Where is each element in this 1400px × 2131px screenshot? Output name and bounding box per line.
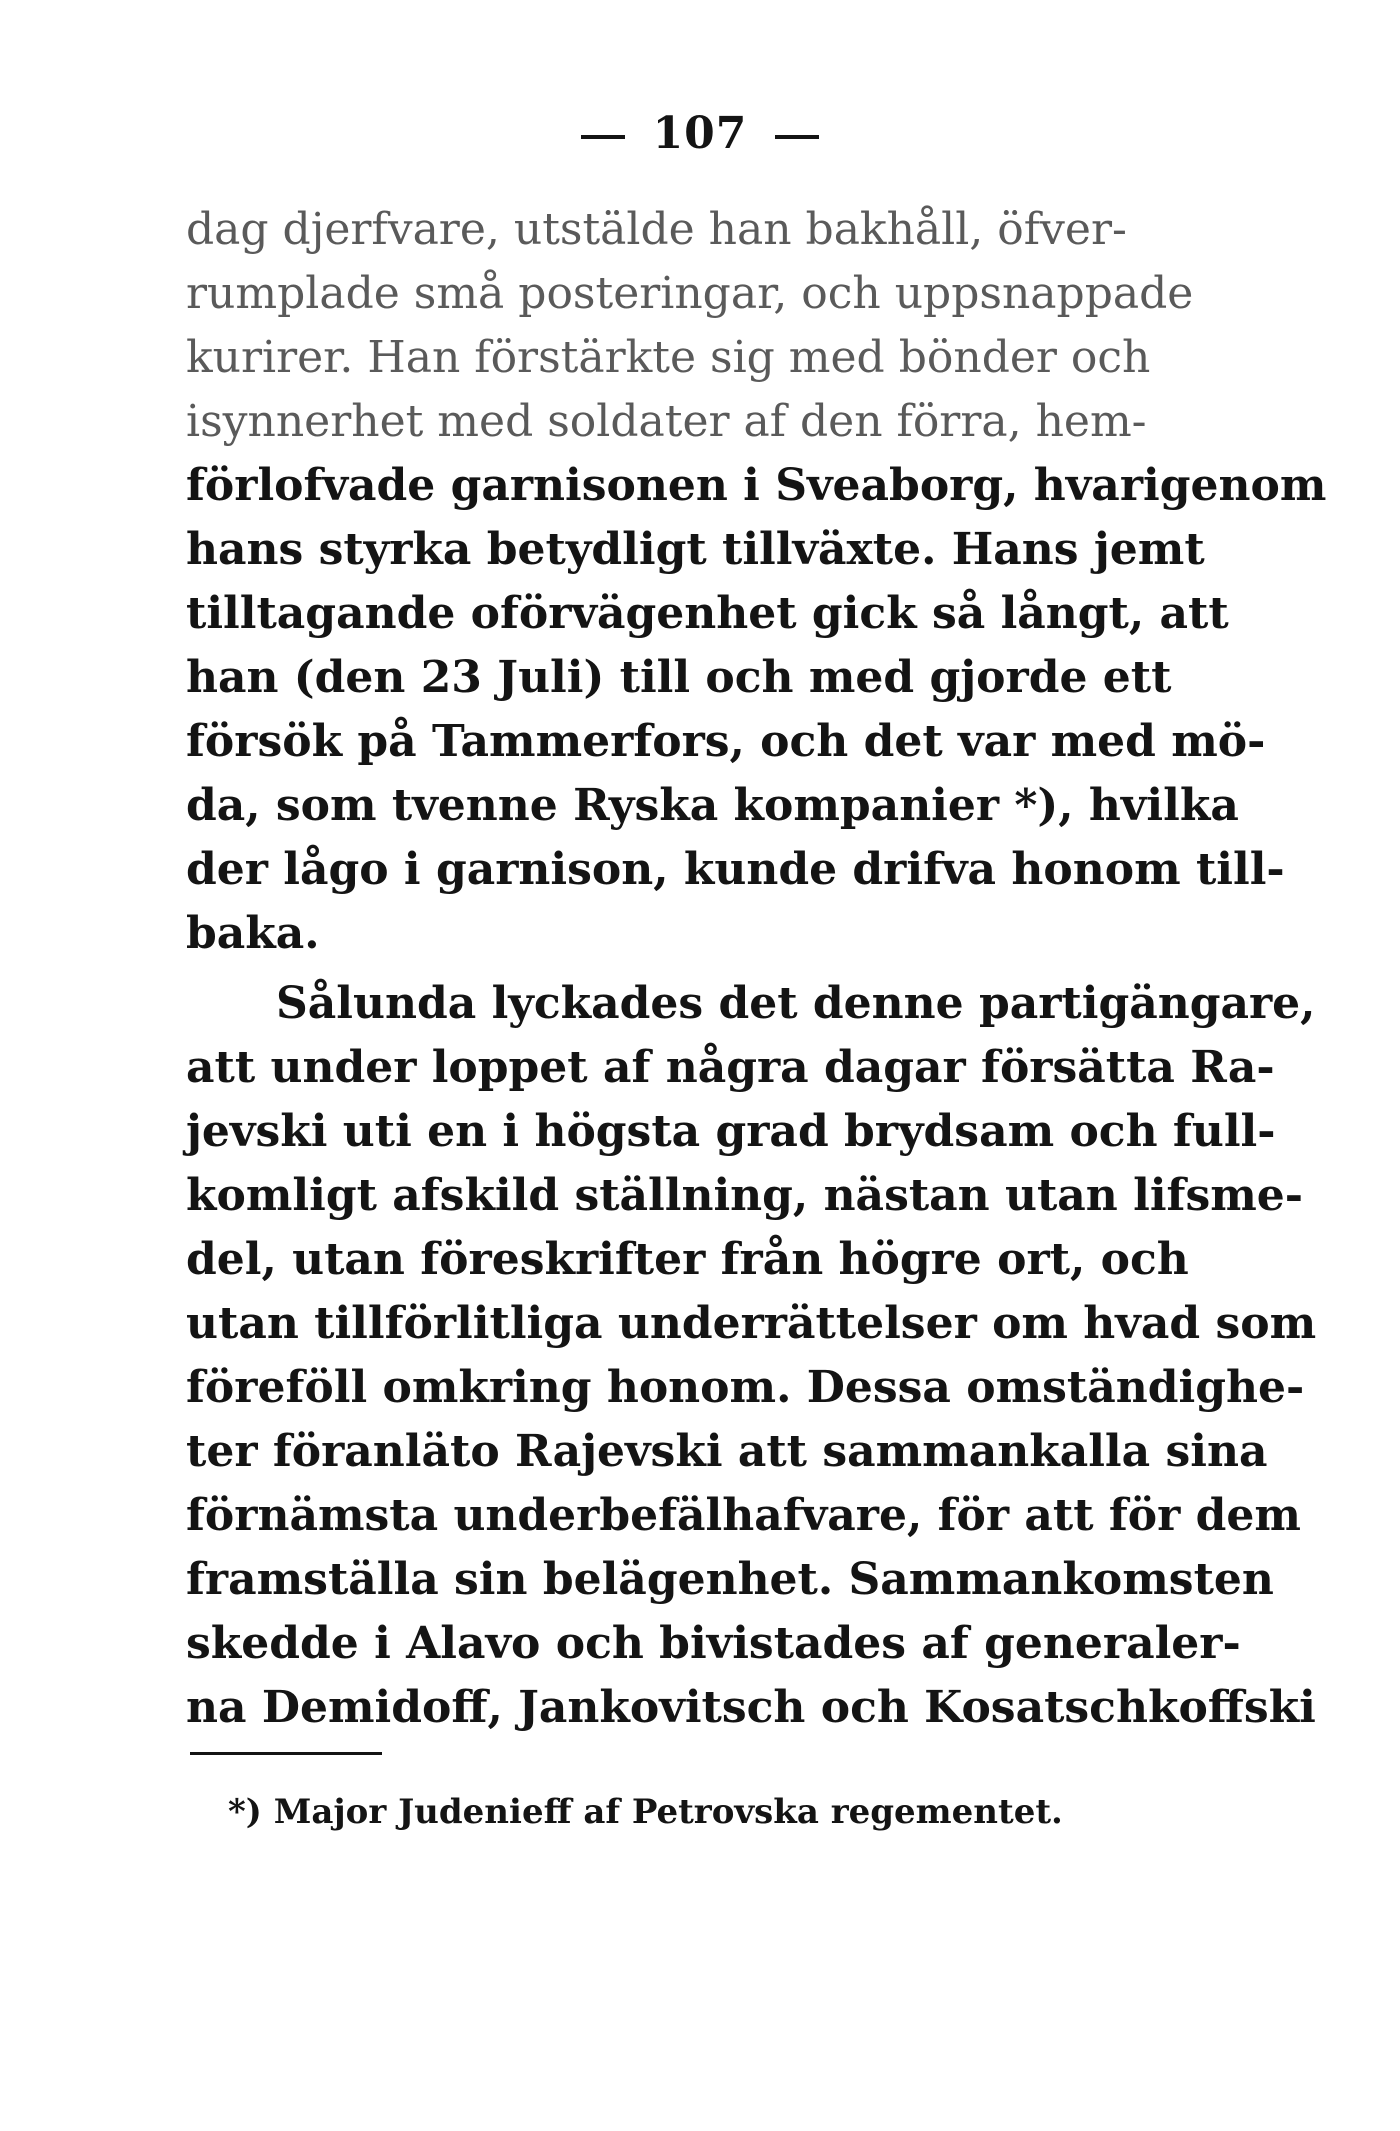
text-line: tilltagande oförvägenhet gick så långt, att [186, 588, 1229, 639]
text-line: dag djerfvare, utstälde han bakhåll, öfver- [186, 204, 1127, 255]
page-number [0, 108, 1400, 159]
text-line: att under loppet af några dagar försätta Ra- [186, 1042, 1275, 1093]
text-line: komligt afskild ställning, nästan utan lifsme- [186, 1170, 1304, 1221]
text-line: der lågo i garnison, kunde drifva honom till- [186, 844, 1285, 895]
text-line: försök på Tammerfors, och det var med mö- [186, 716, 1266, 767]
footnote-rule [190, 1752, 382, 1755]
text-line: na Demidoff, Jankovitsch och Kosatschkoffski [186, 1682, 1316, 1733]
text-line: han (den 23 Juli) till och med gjorde ett [186, 652, 1172, 703]
text-line: förnämsta underbefälhafvare, för att för dem [186, 1490, 1301, 1541]
text-line: baka. [186, 908, 320, 959]
text-line: föreföll omkring honom. Dessa omständighe- [186, 1362, 1305, 1413]
text-line: kurirer. Han förstärkte sig med bönder och [186, 332, 1151, 383]
footnote: *) Major Judenieff af Petrovska regementet. [228, 1792, 1063, 1832]
text-line: rumplade små posteringar, och uppsnappade [186, 268, 1194, 319]
page-number-text: 107 [652, 108, 748, 159]
text-line: framställa sin belägenhet. Sammankomsten [186, 1554, 1274, 1605]
text-line: jevski uti en i högsta grad brydsam och full- [186, 1106, 1276, 1157]
text-line: del, utan föreskrifter från högre ort, och [186, 1234, 1189, 1285]
text-line: Sålunda lyckades det denne partigängare, [276, 978, 1316, 1029]
text-line: ter föranläto Rajevski att sammankalla sina [186, 1426, 1268, 1477]
text-line: förlofvade garnisonen i Sveaborg, hvarigenom [186, 460, 1327, 511]
paragraph-1 [186, 198, 1327, 966]
text-line: isynnerhet med soldater af den förra, hem- [186, 396, 1147, 447]
paragraph-2 [186, 972, 1317, 1740]
dash-left [581, 135, 625, 139]
text-line: utan tillförlitliga underrättelser om hvad som [186, 1298, 1317, 1349]
text-line: skedde i Alavo och bivistades af generaler- [186, 1618, 1241, 1669]
text-line: hans styrka betydligt tillväxte. Hans jemt [186, 524, 1205, 575]
text-line: da, som tvenne Ryska kompanier *), hvilka [186, 780, 1239, 831]
dash-right [775, 135, 819, 139]
